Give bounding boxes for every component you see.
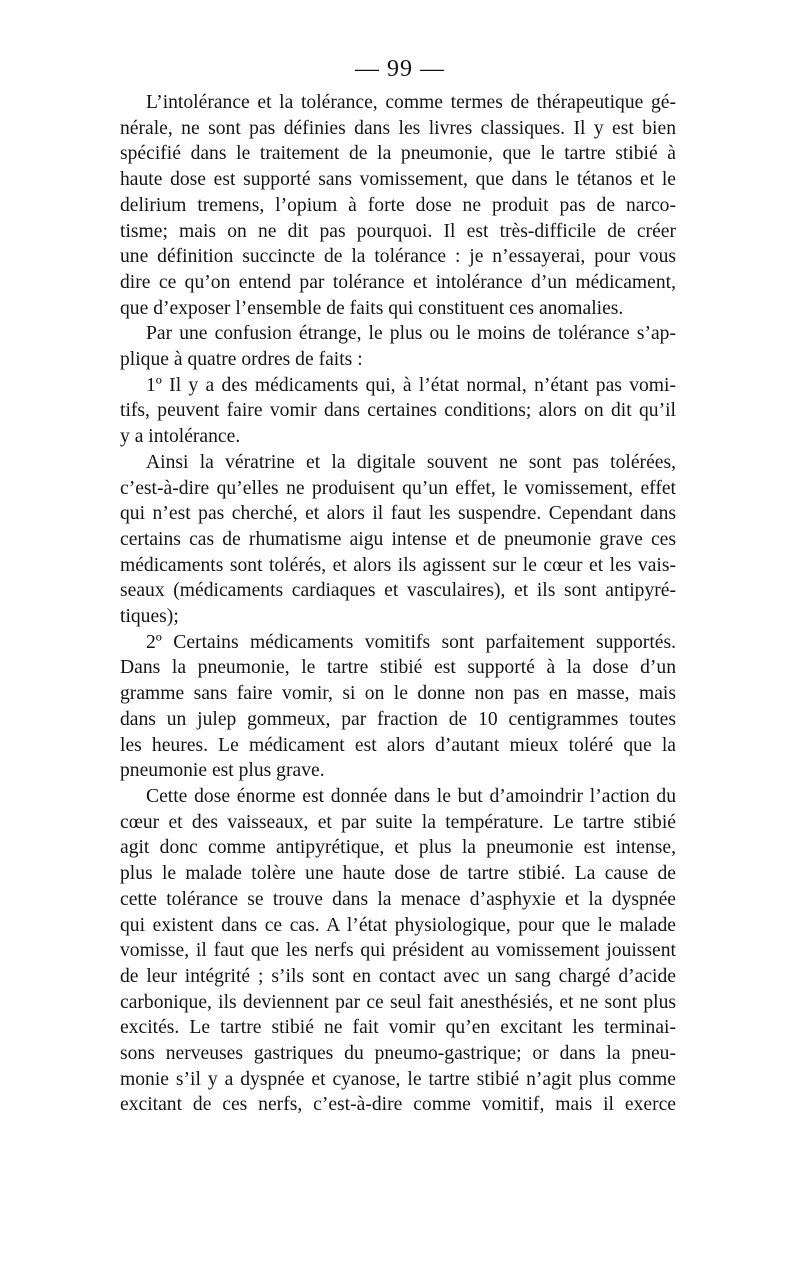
text-line: plus le malade tolère une haute dose de tartre stibié. La cause de — [120, 863, 676, 885]
text-line: Dans la pneumonie, le tartre stibié est supporté à la dose d’un — [120, 657, 676, 679]
text-line: cette tolérance se trouve dans la menace d’asphyxie et la dyspnée — [120, 888, 676, 910]
paragraph — [120, 321, 676, 372]
text-line: excitant de ces nerfs, c’est-à-dire comme vomitif, mais il exerce — [120, 1094, 676, 1116]
text-line: une définition succincte de la tolérance : je n’essayerai, pour vous — [120, 246, 676, 268]
paragraph — [120, 373, 676, 450]
text-line: tifs, peuvent faire vomir dans certaines conditions; alors on dit qu’il — [120, 400, 676, 422]
text-line: de leur intégrité ; s’ils sont en contact avec un sang chargé d’acide — [120, 965, 676, 987]
paragraph — [120, 450, 676, 630]
text-line: 2º Certains médicaments vomitifs sont parfaitement supportés. — [146, 631, 676, 653]
text-line: monie s’il y a dyspnée et cyanose, le tartre stibié n’agit plus comme — [120, 1068, 676, 1090]
text-line: gramme sans faire vomir, si on le donne non pas en masse, mais — [120, 683, 676, 705]
text-line: dire ce qu’on entend par tolérance et intolérance d’un médicament, — [120, 271, 676, 293]
body-text — [120, 90, 676, 1118]
text-line: Cette dose énorme est donnée dans le but d’amoindrir l’action du — [146, 785, 676, 807]
text-line: spécifié dans le traitement de la pneumonie, que le tartre stibié à — [120, 143, 676, 165]
paragraph — [120, 630, 676, 784]
text-line: L’intolérance et la tolérance, comme termes de thérapeutique gé- — [146, 92, 676, 113]
text-line: agit donc comme antipyrétique, et plus la pneumonie est intense, — [120, 837, 676, 859]
text-line: sons nerveuses gastriques du pneumo-gastrique; or dans la pneu- — [120, 1043, 676, 1065]
text-line: que d’exposer l’ensemble de faits qui constituent ces anomalies. — [120, 297, 624, 319]
text-line: tisme; mais on ne dit pas pourquoi. Il est très-difficile de créer — [120, 220, 676, 242]
text-line: seaux (médicaments cardiaques et vasculaires), et ils sont antipyré- — [120, 580, 676, 602]
text-line: nérale, ne sont pas définies dans les livres classiques. Il y est bien — [120, 117, 676, 139]
text-line: les heures. Le médicament est alors d’autant mieux toléré que la — [120, 734, 676, 756]
text-line: delirium tremens, l’opium à forte dose ne produit pas de narco- — [120, 194, 676, 216]
text-line: excités. Le tartre stibié ne fait vomir qu’en excitant les terminai- — [120, 1017, 676, 1039]
text-line: 1º Il y a des médicaments qui, à l’état normal, n’étant pas vomi- — [146, 374, 676, 396]
page-number: — 99 — — [355, 56, 445, 82]
text-line: Par une confusion étrange, le plus ou le moins de tolérance s’ap- — [146, 323, 676, 345]
text-line: dans un julep gommeux, par fraction de 10 centigrammes toutes — [120, 708, 676, 730]
text-line: certains cas de rhumatisme aigu intense et de pneumonie grave ces — [120, 528, 676, 550]
text-line: c’est-à-dire qu’elles ne produisent qu’un effet, le vomissement, effet — [120, 477, 676, 499]
text-line: qui n’est pas cherché, et alors il faut les suspendre. Cependant dans — [120, 503, 676, 525]
text-line: qui existent dans ce cas. A l’état physiologique, pour que le malade — [120, 914, 676, 936]
text-line: carbonique, ils deviennent par ce seul fait anesthésiés, et ne sont plus — [120, 991, 676, 1013]
text-line: cœur et des vaisseaux, et par suite la température. Le tartre stibié — [120, 811, 676, 833]
text-line: y a intolérance. — [120, 426, 241, 448]
text-line: tiques); — [120, 606, 179, 628]
text-line: pneumonie est plus grave. — [120, 760, 325, 782]
text-line: vomisse, il faut que les nerfs qui président au vomissement jouissent — [120, 940, 676, 962]
paragraph — [120, 784, 676, 1118]
text-line: médicaments sont tolérés, et alors ils agissent sur le cœur et les vais- — [120, 554, 676, 576]
text-line: plique à quatre ordres de faits : — [120, 349, 363, 371]
paragraph — [120, 90, 676, 321]
text-line: Ainsi la vératrine et la digitale souvent ne sont pas tolérées, — [146, 451, 676, 473]
text-line: haute dose est supporté sans vomissement, que dans le tétanos et le — [120, 169, 676, 191]
